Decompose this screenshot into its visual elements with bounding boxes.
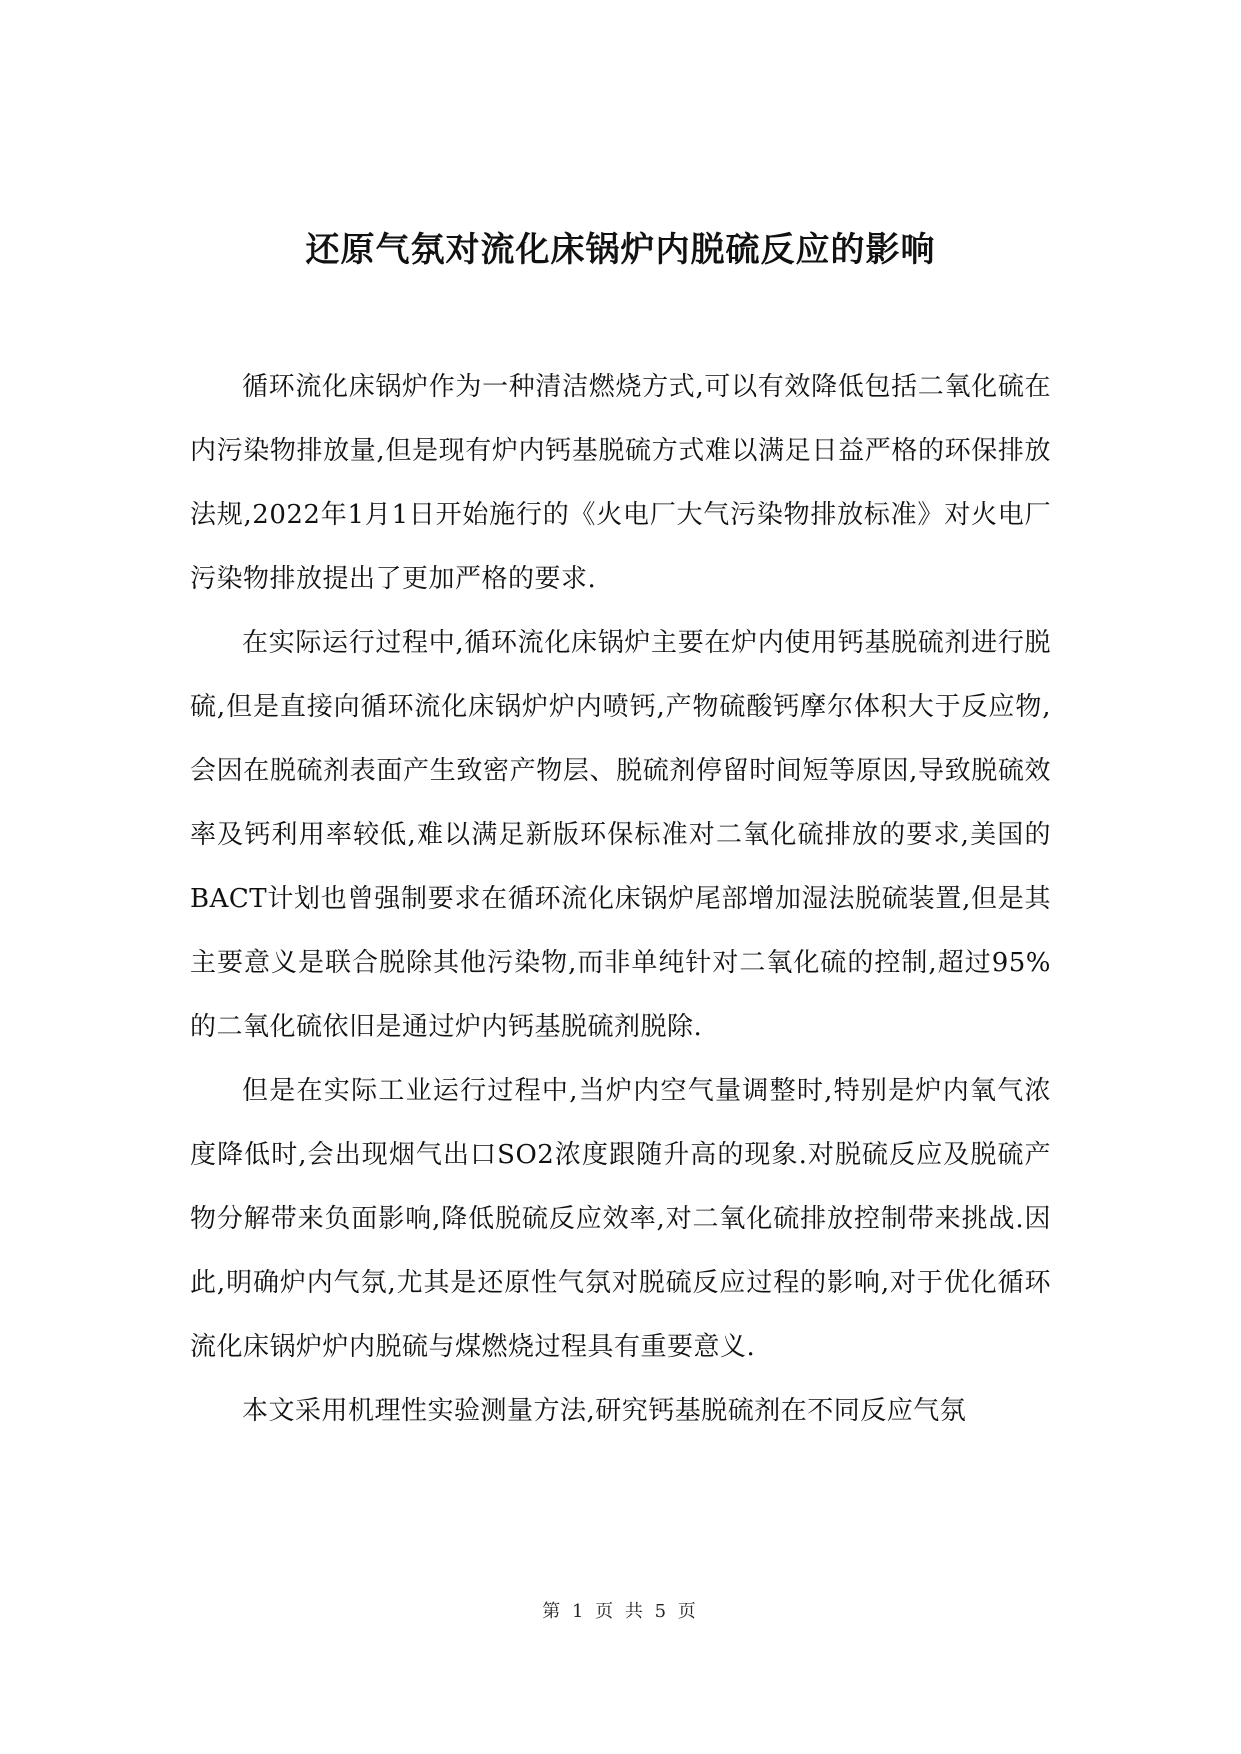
paragraph-1: 循环流化床锅炉作为一种清洁燃烧方式,可以有效降低包括二氧化硫在内污染物排放量,但是现有炉内钙基脱硫方式难以满足日益严格的环保排放法规,2022年1月1日开始施行的《火电厂大气污染物排放标准》对火电厂污染物排放提出了更加严格的要求.	[190, 372, 1051, 594]
paragraph-3: 但是在实际工业运行过程中,当炉内空气量调整时,特别是炉内氧气浓度降低时,会出现烟气出口SO2浓度跟随升高的现象.对脱硫反应及脱硫产物分解带来负面影响,降低脱硫反应效率,对二氧化硫排放控制带来挑战.因此,明确炉内气氛,尤其是还原性气氛对脱硫反应过程的影响,对于优化循环流化床锅炉炉内脱硫与煤燃烧过程具有重要意义.	[190, 1076, 1051, 1362]
paragraph-2: 在实际运行过程中,循环流化床锅炉主要在炉内使用钙基脱硫剂进行脱硫,但是直接向循环流化床锅炉炉内喷钙,产物硫酸钙摩尔体积大于反应物,会因在脱硫剂表面产生致密产物层、脱硫剂停留时间短等原因,导致脱硫效率及钙利用率较低,难以满足新版环保标准对二氧化硫排放的要求,美国的BACT计划也曾强制要求在循环流化床锅炉尾部增加湿法脱硫装置,但是其主要意义是联合脱除其他污染物,而非单纯针对二氧化硫的控制,超过95%的二氧化硫依旧是通过炉内钙基脱硫剂脱除.	[190, 628, 1051, 1042]
paragraph-4: 本文采用机理性实验测量方法,研究钙基脱硫剂在不同反应气氛	[242, 1396, 967, 1426]
page-number-footer: 第 1 页 共 5 页	[542, 1601, 699, 1622]
document-body	[190, 355, 1051, 1443]
document-title: 还原气氛对流化床锅炉内脱硫反应的影响	[305, 230, 936, 270]
